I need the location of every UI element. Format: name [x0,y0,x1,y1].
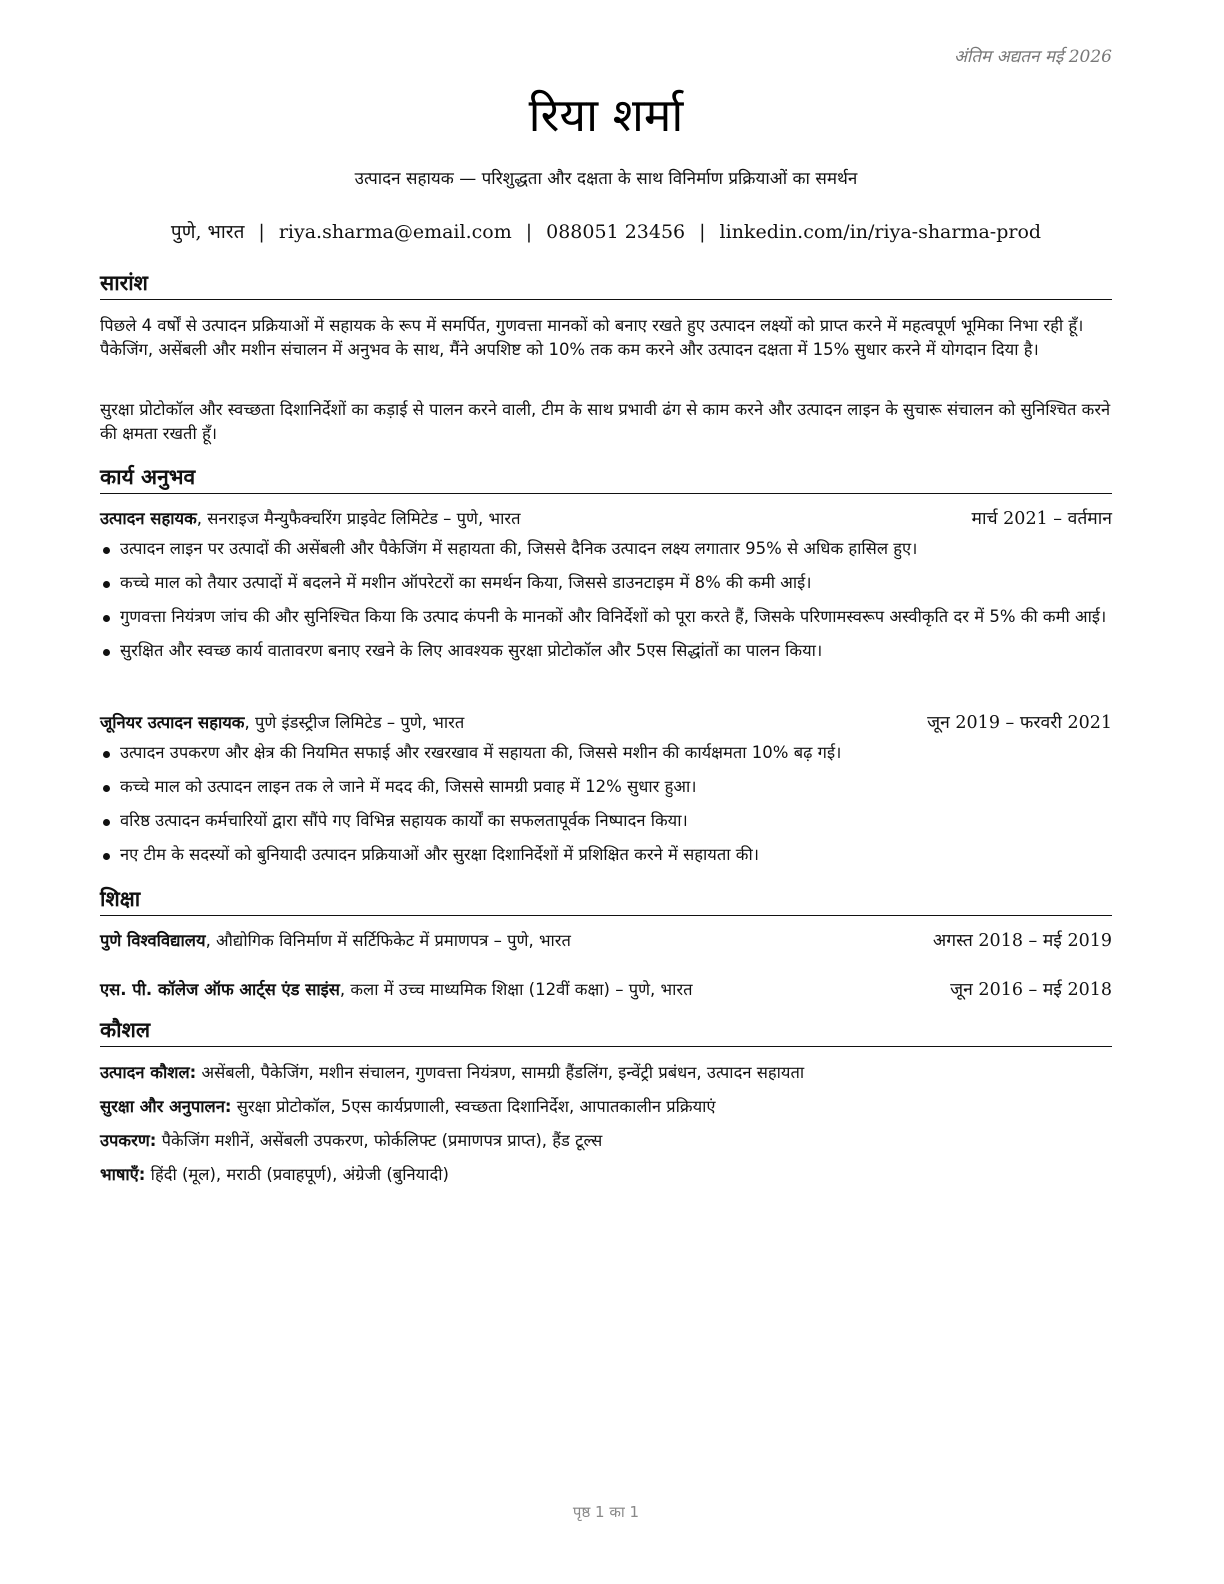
contact-linkedin[interactable]: linkedin.com/in/riya-sharma-prod [719,221,1042,243]
job-header [100,711,1112,735]
skill-label: उपकरण: [100,1131,157,1150]
education-institution: पुणे विश्वविद्यालय [100,931,206,950]
summary-paragraph: पिछले 4 वर्षों से उत्पादन प्रक्रियाओं में सहायक के रूप में समर्पित, गुणवत्ता मानकों को बनाए रखते हुए उत्पादन लक्ष्यों को प्राप्त करने में महत्वपूर्ण भूमिका निभा रही हूँ। पैकेजिंग, असेंबली और मशीन संचालन में अनुभव के साथ, मैंने अपशिष्ट को 10% तक कम करने और उत्पादन दक्षता में 15% सुधार करने में योगदान दिया है। [100,316,1084,359]
contact-email[interactable]: riya.sharma@email.com [278,221,512,243]
skill-value: सुरक्षा प्रोटोकॉल, 5एस कार्यप्रणाली, स्वच्छता दिशानिर्देश, आपातकालीन प्रक्रियाएं [231,1097,716,1116]
job-dates: मार्च 2021 – वर्तमान [971,509,1112,529]
job-bullet: कच्चे माल को तैयार उत्पादों में बदलने में मशीन ऑपरेटरों का समर्थन किया, जिससे डाउनटाइम में 8% की कमी आई। [100,571,1112,595]
job-header [100,507,1112,531]
job-role: उत्पादन सहायक [100,509,197,528]
education-institution: एस. पी. कॉलेज ऑफ आर्ट्स एंड साइंस [100,980,340,999]
resume-page [100,0,1112,1584]
skill-label: सुरक्षा और अनुपालन: [100,1097,232,1116]
skill-line [100,1061,1112,1085]
section-title-skills: कौशल [100,1017,1112,1047]
last-updated: अंतिम अद्यतन मई 2026 [953,47,1112,67]
summary-paragraph: सुरक्षा प्रोटोकॉल और स्वच्छता दिशानिर्देशों का कड़ाई से पालन करने वाली, टीम के साथ प्रभावी ढंग से काम करने और उत्पादन लाइन के सुचारू संचालन को सुनिश्चित करने की क्षमता रखती हूँ। [100,400,1111,443]
education-detail: , कला में उच्च माध्यमिक शिक्षा (12वीं कक्षा) – पुणे, भारत [339,980,693,999]
contact-phone: 088051 23456 [546,221,686,243]
contact-separator: | [525,221,533,243]
job-bullet: उत्पादन लाइन पर उत्पादों की असेंबली और पैकेजिंग में सहायता की, जिससे दैनिक उत्पादन लक्ष्य लगातार 95% से अधिक हासिल हुए। [100,537,1112,561]
section-title-experience: कार्य अनुभव [100,464,1112,494]
contact-line [100,218,1112,244]
job-role: जूनियर उत्पादन सहायक [100,713,245,732]
education-item [100,929,1112,953]
skill-value: हिंदी (मूल), मराठी (प्रवाहपूर्ण), अंग्रेजी (बुनियादी) [145,1165,449,1184]
job-bullet: उत्पादन उपकरण और क्षेत्र की नियमित सफाई और रखरखाव में सहायता की, जिससे मशीन की कार्यक्षमता 10% बढ़ गई। [100,741,1112,765]
job-bullet: वरिष्ठ उत्पादन कर्मचारियों द्वारा सौंपे गए विभिन्न सहायक कार्यों का सफलतापूर्वक निष्पादन किया। [100,809,1112,833]
job-bullet: सुरक्षित और स्वच्छ कार्य वातावरण बनाए रखने के लिए आवश्यक सुरक्षा प्रोटोकॉल और 5एस सिद्धांतों का पालन किया। [100,639,1112,663]
job-bullet: कच्चे माल को उत्पादन लाइन तक ले जाने में मदद की, जिससे सामग्री प्रवाह में 12% सुधार हुआ। [100,775,1112,799]
skill-label: उत्पादन कौशल: [100,1063,197,1082]
education-detail: , औद्योगिक विनिर्माण में सर्टिफिकेट में प्रमाणपत्र – पुणे, भारत [205,931,571,950]
job-bullets [100,537,1112,673]
job-dates: जून 2019 – फरवरी 2021 [927,713,1112,733]
section-title-summary: सारांश [100,270,1112,300]
education-item [100,978,1112,1002]
skill-label: भाषाएँ: [100,1165,146,1184]
skill-line [100,1163,1112,1187]
page-number: पृष्ठ 1 का 1 [572,1503,640,1521]
contact-separator: | [699,221,706,243]
job-bullet: नए टीम के सदस्यों को बुनियादी उत्पादन प्रक्रियाओं और सुरक्षा दिशानिर्देशों में प्रशिक्षित करने में सहायता की। [100,843,1112,867]
education-dates: अगस्त 2018 – मई 2019 [932,931,1112,951]
skill-value: असेंबली, पैकेजिंग, मशीन संचालन, गुणवत्ता नियंत्रण, सामग्री हैंडलिंग, इन्वेंट्री प्रबंधन, उत्पादन सहायता [196,1063,805,1082]
contact-separator: | [258,221,265,243]
skill-value: पैकेजिंग मशीनें, असेंबली उपकरण, फोर्कलिफ्ट (प्रमाणपत्र प्राप्त), हैंड टूल्स [156,1131,603,1150]
job-bullet: गुणवत्ता नियंत्रण जांच की और सुनिश्चित किया कि उत्पाद कंपनी के मानकों और विनिर्देशों को पूरा करते हैं, जिसके परिणामस्वरूप अस्वीकृति दर में 5% की कमी आई। [100,605,1112,629]
job-bullets [100,741,1112,877]
candidate-name: रिया शर्मा [528,88,684,142]
education-dates: जून 2016 – मई 2018 [950,980,1112,1000]
skill-line [100,1095,1112,1119]
job-org: , पुणे इंडस्ट्रीज लिमिटेड – पुणे, भारत [244,713,465,732]
job-org: , सनराइज मैन्युफैक्चरिंग प्राइवेट लिमिटेड – पुणे, भारत [196,509,521,528]
section-title-education: शिक्षा [100,886,1112,916]
skill-line [100,1129,1112,1153]
contact-location: पुणे, भारत [170,221,245,243]
tagline: उत्पादन सहायक — परिशुद्धता और दक्षता के साथ विनिर्माण प्रक्रियाओं का समर्थन [354,169,858,189]
